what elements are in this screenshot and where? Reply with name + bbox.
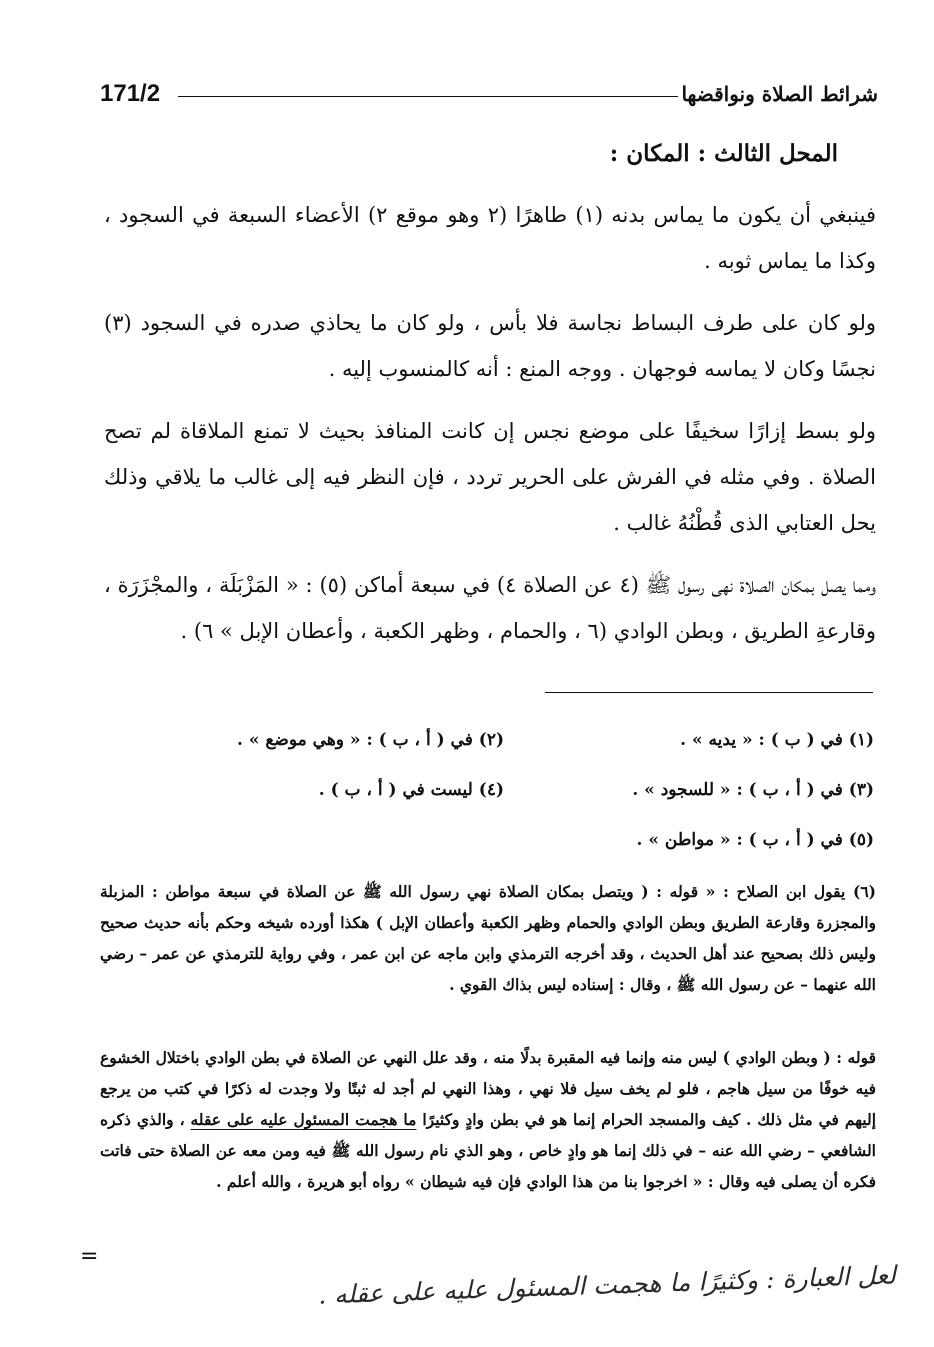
footnote-text-part: قوله : ( وبطن الوادي ) ليس منه وإنما فيه المقبرة بدلًا منه ، وقد علل النهي عن الصلاة في بطن الوادي باختلال الخشوع فيه خوفًا من سيل هاجم ، فلو لم يخف سيل فلا نهي ، وهذا النهي لم أجد له ثبتًا ولا وجدت له ذكرًا في كتب من يرجع إليهم في مثل ذلك . كيف والمسجد الحرام إنما هو في بطن وادٍ وكثيرًا [100, 1048, 877, 1129]
page-header [100, 78, 878, 112]
paragraph-4: ومما يصل بمكان الصلاة نهى رسول ﷺ (٤ عن الصلاة ٤) في سبعة أماكن (٥) : « المَزْبَلَة ، والمجْزَرَة ، وقارعةِ الطريق ، وبطن الوادي (٦ ، والحمام ، وظهر الكعبة ، وأعطان الإبل » ٦) . [104, 573, 876, 643]
paragraph-2: ولو كان على طرف البساط نجاسة فلا بأس ، ولو كان ما يحاذي صدره في السجود (٣) نجسًا وكان لا يماسه فوجهان . ووجه المنع : أنه كالمنسوب إليه . [104, 311, 876, 381]
footnote-6-continuation [100, 1042, 876, 1197]
paragraph-3: ولو بسط إزارًا سخيفًا على موضع نجس إن كانت المنافذ بحيث لا تمنع الملاقاة لم تصح الصلاة . وفي مثله في الفرش على الحرير تردد ، فإن النظر فيه إلى غالب ما يلاقي وذلك يحل العتابي الذى قُطْنُهُ غالب . [104, 419, 876, 535]
section-title: المحل الثالث : المكان : [609, 140, 838, 167]
header-rule [178, 96, 678, 97]
footnote-1: (١) في ( ب ) : « يديه » . [680, 730, 874, 750]
paragraph-1: فينبغي أن يكون ما يماس بدنه (١) طاهرًا (٢ وهو موقع ٢) الأعضاء السبعة في السجود ، وكذا ما يماس ثوبه . [104, 203, 876, 273]
footnote-divider [545, 692, 873, 693]
footnote-5: (٥) في ( أ ، ب ) : « مواطن » . [636, 830, 874, 850]
footnote-6: (٦) يقول ابن الصلاح : « قوله : ( ويتصل بمكان الصلاة نهي رسول الله ﷺ عن الصلاة في سبعة مواطن : المزبلة والمجزرة وقارعة الطريق وبطن الوادي والحمام وظهر الكعبة وأعطان الإبل ) هكذا أورده شيخه وحكم بأنه حديث صحيح وليس ذلك بصحيح عند أهل الحديث ، وقد أخرجه الترمذي وابن ماجه عن ابن عمر ، وفي رواية للترمذي عن عمر – رضي الله عنهما – عن رسول الله ﷺ ، وقال : إسناده ليس بذاك القوي . [100, 882, 876, 994]
footnote-text-part: ، والذي ذكره الشافعي – رضي الله عنه – في ذلك إنما هو وادٍ خاص ، وهو الذي نام رسول الله ﷺ فيه ومن معه عن الصلاة حتى فاتت فكره أن يصلى فيه وقال : « اخرجوا بنا من هذا الوادي فإن فيه شيطان » رواه أبو هريرة ، والله أعلم . [100, 1110, 876, 1191]
page-number: 171/2 [100, 80, 161, 107]
handwritten-note: لعل العبارة : وكثيرًا ما هجمت المسئول عليه على عقله . [317, 1260, 897, 1310]
continuation-mark: = [80, 1244, 99, 1269]
underlined-phrase: ما هجمت المسئول عليه على عقله [190, 1110, 417, 1129]
footnote-3: (٣) في ( أ ، ب ) : « للسجود » . [632, 780, 874, 800]
running-title: شرائط الصلاة ونواقضها [681, 82, 878, 106]
footnote-4: (٤) ليست في ( أ ، ب ) . [318, 780, 504, 800]
footnote-2: (٢) في ( أ ، ب ) : « وهي موضع » . [236, 730, 504, 750]
